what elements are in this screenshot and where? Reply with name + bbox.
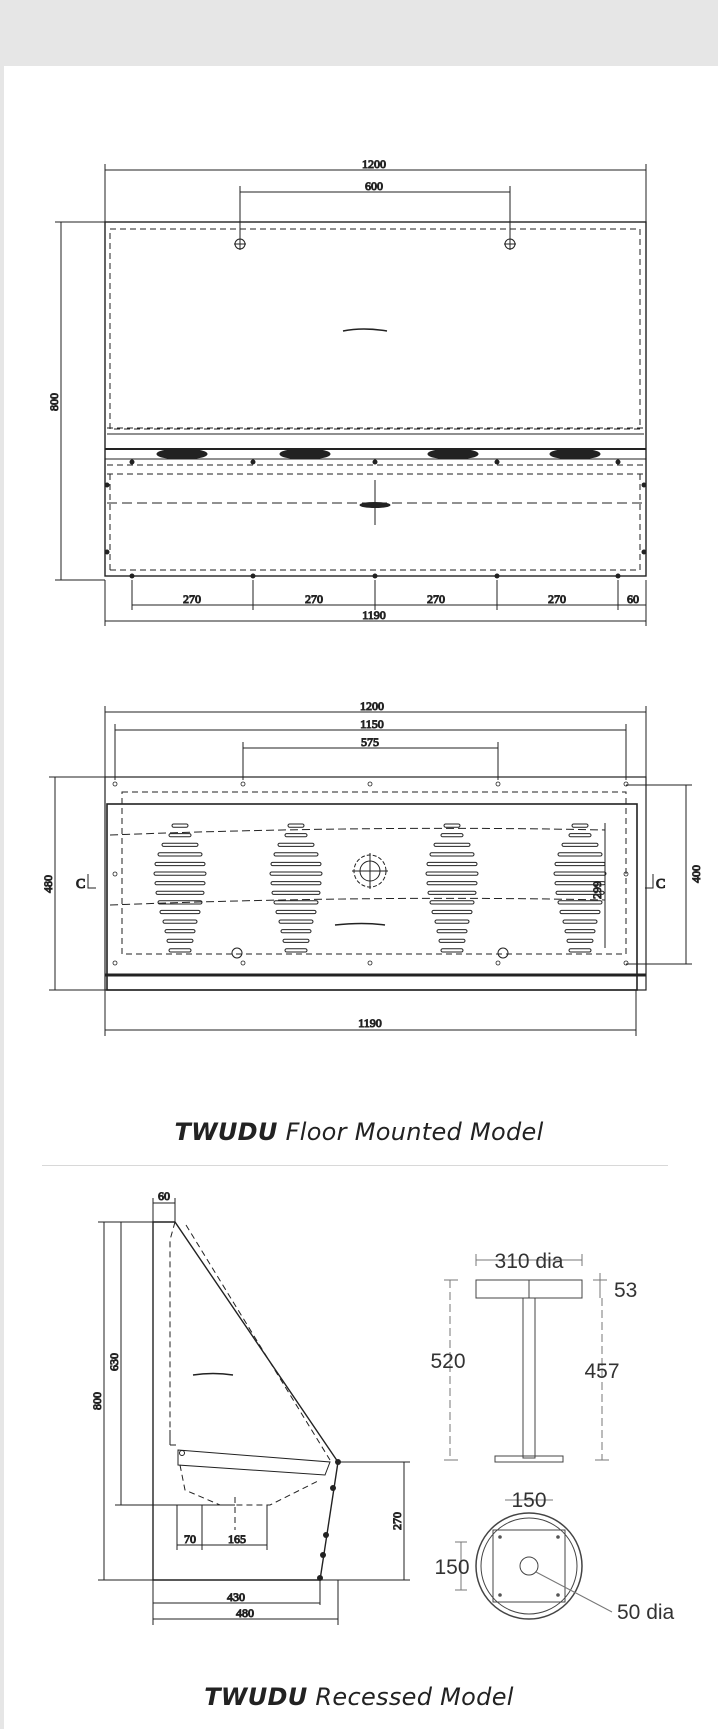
drain-slot bbox=[285, 834, 307, 837]
drain-slot bbox=[278, 843, 314, 846]
drain-slot bbox=[272, 891, 320, 894]
drain-slot bbox=[430, 901, 474, 904]
dim-seg1: 270 bbox=[183, 592, 201, 606]
drain-slot bbox=[569, 834, 591, 837]
pedestal-dim-hole: 50 dia bbox=[617, 1601, 675, 1624]
side-dim-top: 60 bbox=[158, 1189, 170, 1203]
drain-slot bbox=[427, 882, 477, 885]
drain-slot bbox=[558, 853, 602, 856]
plan-view bbox=[41, 699, 703, 1036]
side-dim-a: 70 bbox=[184, 1532, 196, 1546]
drain-slot bbox=[562, 843, 598, 846]
plan-dim-depth: 480 bbox=[41, 875, 55, 893]
drain-slot bbox=[554, 872, 606, 875]
dim-width-bottom: 1190 bbox=[362, 608, 386, 622]
drain-slot bbox=[165, 930, 195, 933]
side-dim-d2: 480 bbox=[236, 1606, 254, 1620]
side-dim-b: 165 bbox=[228, 1532, 246, 1546]
drain-slot bbox=[154, 872, 206, 875]
drain-slot bbox=[563, 920, 597, 923]
drain-slot bbox=[565, 930, 595, 933]
section-marker-left: C bbox=[76, 877, 86, 892]
drain-slot bbox=[427, 862, 477, 865]
pedestal-dim-height: 520 bbox=[430, 1350, 466, 1373]
drain-slot bbox=[285, 949, 307, 952]
drain-slot bbox=[434, 843, 470, 846]
dim-end: 60 bbox=[627, 592, 639, 606]
drain-slot bbox=[426, 872, 478, 875]
dim-fixing-centres: 600 bbox=[365, 179, 383, 193]
drain-slot bbox=[279, 920, 313, 923]
side-dim-inner-height: 630 bbox=[107, 1353, 121, 1371]
dim-width-top: 1200 bbox=[362, 157, 386, 171]
drain-slot bbox=[274, 901, 318, 904]
drain-slot bbox=[271, 862, 321, 865]
drain-slot bbox=[437, 930, 467, 933]
dim-seg3: 270 bbox=[427, 592, 445, 606]
plan-dim-width-top: 1200 bbox=[360, 699, 384, 713]
drain-slot bbox=[441, 834, 463, 837]
slot-columns bbox=[154, 824, 606, 952]
drain-slot bbox=[271, 882, 321, 885]
drain-slot bbox=[163, 920, 197, 923]
pedestal-dim-base-h: 150 bbox=[434, 1556, 470, 1579]
section-divider bbox=[42, 1165, 668, 1166]
side-dim-lip: 270 bbox=[390, 1512, 404, 1530]
recessed-side-view bbox=[90, 1189, 410, 1625]
drain-slot bbox=[155, 882, 205, 885]
plan-dim-centres: 575 bbox=[361, 735, 379, 749]
drain-slot bbox=[567, 939, 593, 942]
drain-slot bbox=[569, 949, 591, 952]
pedestal-dim-base-w: 150 bbox=[511, 1489, 547, 1512]
front-elevation-view bbox=[47, 157, 647, 626]
drain-slot bbox=[274, 853, 318, 856]
drain-slot bbox=[283, 939, 309, 942]
drain-slot bbox=[155, 862, 205, 865]
drain-slot bbox=[444, 824, 460, 827]
drain-slot bbox=[172, 824, 188, 827]
side-dim-height: 800 bbox=[90, 1392, 104, 1410]
dim-height: 800 bbox=[47, 393, 61, 411]
drain-slot bbox=[281, 930, 311, 933]
drain-slot bbox=[428, 891, 476, 894]
drain-slot bbox=[560, 910, 600, 913]
section-marker-right: C bbox=[656, 877, 666, 892]
plan-dim-channel: 299 bbox=[590, 881, 604, 899]
drain-slot bbox=[160, 910, 200, 913]
recessed-model-caption: TWUDU Recessed Model bbox=[204, 1683, 514, 1711]
pedestal-dim-stem: 457 bbox=[584, 1360, 620, 1383]
floor-model-caption: TWUDU Floor Mounted Model bbox=[174, 1118, 544, 1146]
pedestal-dim-top-h: 53 bbox=[614, 1279, 638, 1302]
plan-dim-width-bottom: 1190 bbox=[358, 1016, 382, 1030]
drain-slot bbox=[430, 853, 474, 856]
drain-slot bbox=[169, 949, 191, 952]
drain-slot bbox=[276, 910, 316, 913]
drain-slot bbox=[167, 939, 193, 942]
plan-dim-width-inner: 1150 bbox=[360, 717, 384, 731]
side-dim-d1: 430 bbox=[227, 1590, 245, 1604]
drain-slot bbox=[288, 824, 304, 827]
drain-slot bbox=[572, 824, 588, 827]
pedestal-detail bbox=[430, 1250, 674, 1624]
plan-dim-depth-right: 400 bbox=[689, 865, 703, 883]
drain-slot bbox=[169, 834, 191, 837]
drain-slot bbox=[432, 910, 472, 913]
drain-slot bbox=[439, 939, 465, 942]
drain-slot bbox=[156, 891, 204, 894]
drain-slot bbox=[558, 901, 602, 904]
dim-seg2: 270 bbox=[305, 592, 323, 606]
drain-slot bbox=[270, 872, 322, 875]
drain-slot bbox=[158, 853, 202, 856]
drain-slot bbox=[441, 949, 463, 952]
dim-seg4: 270 bbox=[548, 592, 566, 606]
drain-slot bbox=[555, 862, 605, 865]
drain-slot bbox=[435, 920, 469, 923]
drain-slot bbox=[162, 843, 198, 846]
pedestal-dim-dia-top: 310 dia bbox=[494, 1250, 564, 1273]
